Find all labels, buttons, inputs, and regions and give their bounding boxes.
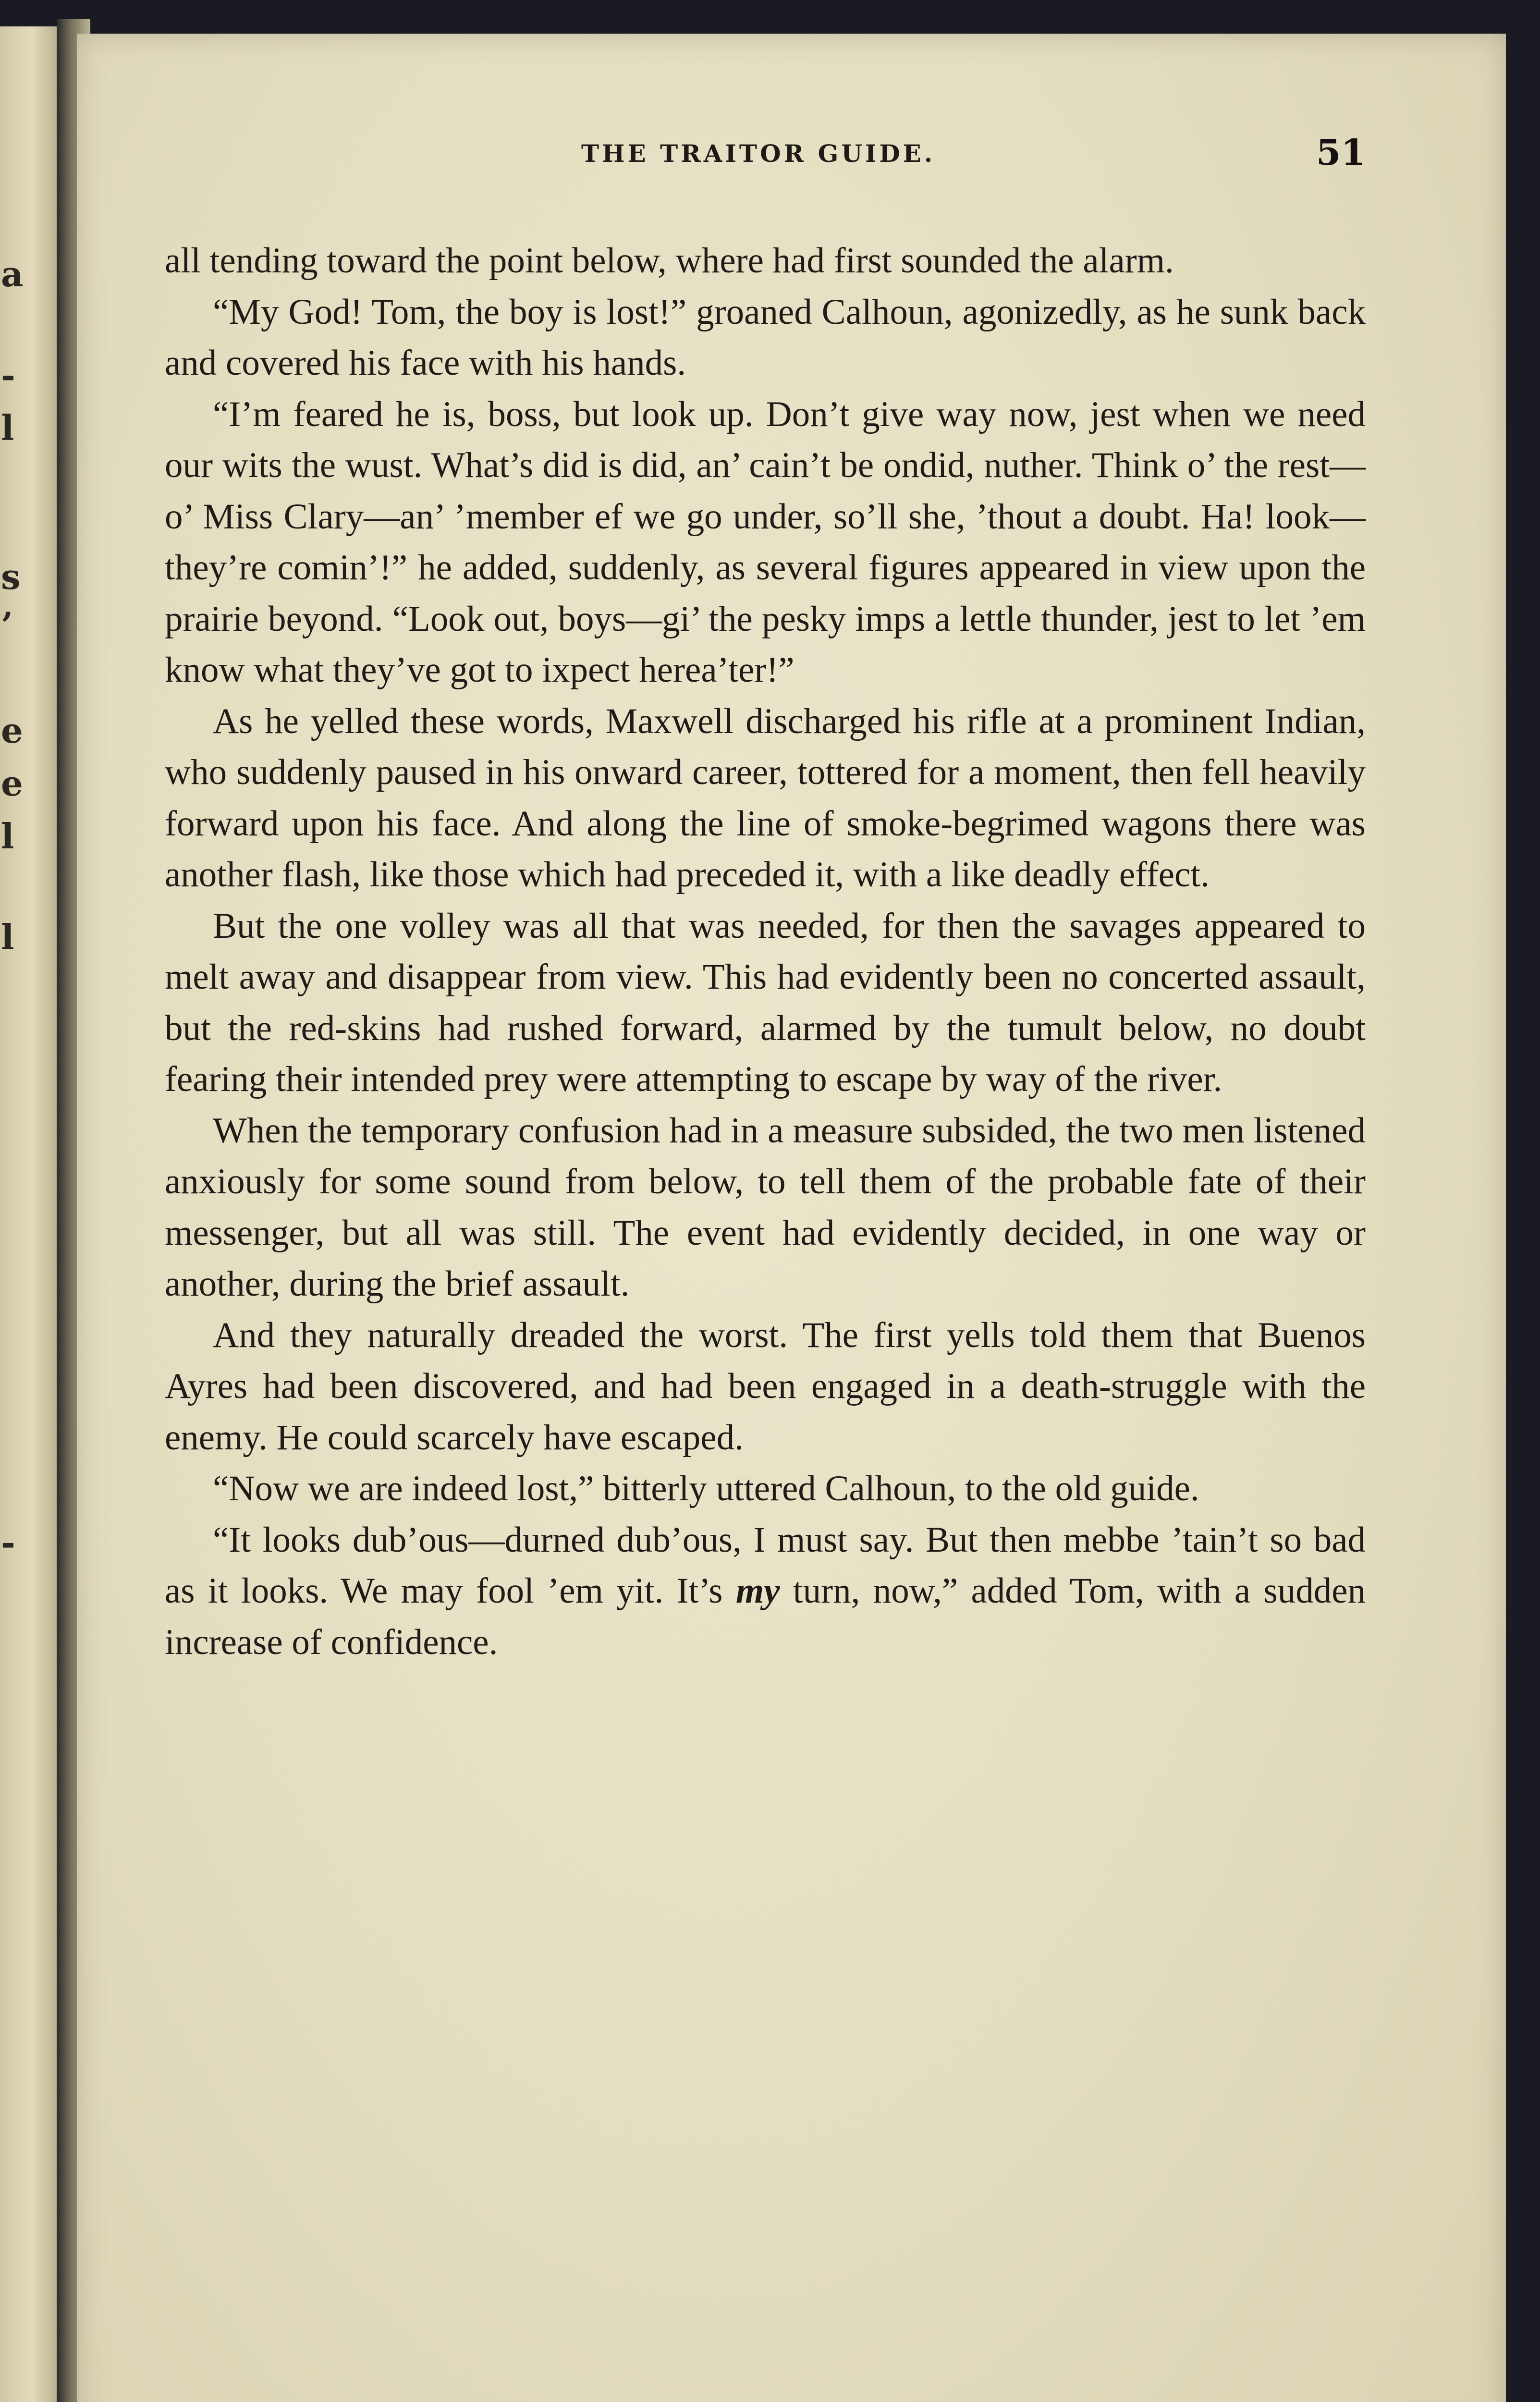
- emphasized-word: my: [735, 1571, 780, 1611]
- paragraph-text: turn, now,” added Tom, with a sudden increase of confidence.: [165, 1571, 1366, 1662]
- paragraph: all tending toward the point below, where had first sounded the alarm.: [165, 241, 1174, 281]
- paragraph: When the temporary confusion had in a measure subsided, the two men listened anxiously for some sound from below, to tell them of the probable fate of their messenger, but all was still. The event had evidently decided, in one way or another, during the brief assault.: [165, 1110, 1366, 1304]
- prev-page-fragment: -: [1, 1522, 15, 1563]
- body-text: [165, 235, 1366, 1668]
- prev-page-fragment: l: [1, 917, 14, 957]
- prev-page-fragment: a: [1, 254, 24, 294]
- paragraph: But the one volley was all that was needed, for then the savages appeared to melt away and disappear from view. This had evidently been no concerted assault, but the red-skins had rushed forward, alarmed by the tumult below, no doubt fearing their intended prey were attempting to escape by way of the river.: [165, 906, 1366, 1099]
- paragraph: “Now we are indeed lost,” bitterly uttered Calhoun, to the old guide.: [213, 1469, 1199, 1508]
- previous-page-edge: [0, 26, 58, 2402]
- paragraph-text: “It looks dub’ous—durned dub’ous, I must say. But then mebbe ’tain’t so bad as it looks. We may fool ’em yit. It’s: [165, 1520, 1366, 1611]
- prev-page-fragment: s: [1, 556, 21, 597]
- paragraph: As he yelled these words, Maxwell discharged his rifle at a prominent Indian, who suddenly paused in his onward career, tottered for a moment, then fell heavily forward upon his face. And along the line of smoke-begrimed wagons there was another flash, like those which had preceded it, with a like deadly effect.: [165, 701, 1366, 895]
- paragraph: [165, 1515, 1366, 1668]
- paragraph: And they naturally dreaded the worst. The first yells told them that Buenos Ayres had been discovered, and had been engaged in a death-struggle with the enemy. He could scarcely have escaped.: [165, 1315, 1366, 1458]
- prev-page-fragment: e: [1, 763, 23, 804]
- paragraph: “My God! Tom, the boy is lost!” groaned Calhoun, agonizedly, as he sunk back and covered his face with his hands.: [165, 292, 1366, 383]
- prev-page-fragment: l: [1, 816, 14, 857]
- paragraph: “I’m feared he is, boss, but look up. Don’t give way now, jest when we need our wits the wust. What’s did is did, an’ cain’t be ondid, nuther. Think o’ the rest—o’ Miss Clary—an’ ’member ef we go under, so’ll she, ’thout a doubt. Ha! look—they’re comin’!” he added, suddenly, as several figures appeared in view upon the prairie beyond. “Look out, boys—gi’ the pesky imps a lettle thunder, jest to let ’em know what they’ve got to ixpect herea’ter!”: [165, 394, 1366, 690]
- page-number: 51: [1316, 132, 1366, 173]
- prev-page-fragment: ’: [1, 604, 13, 645]
- prev-page-fragment: l: [1, 407, 14, 448]
- prev-page-fragment: e: [1, 710, 23, 751]
- running-head: THE TRAITOR GUIDE.: [581, 139, 936, 168]
- prev-page-fragment: -: [1, 355, 15, 395]
